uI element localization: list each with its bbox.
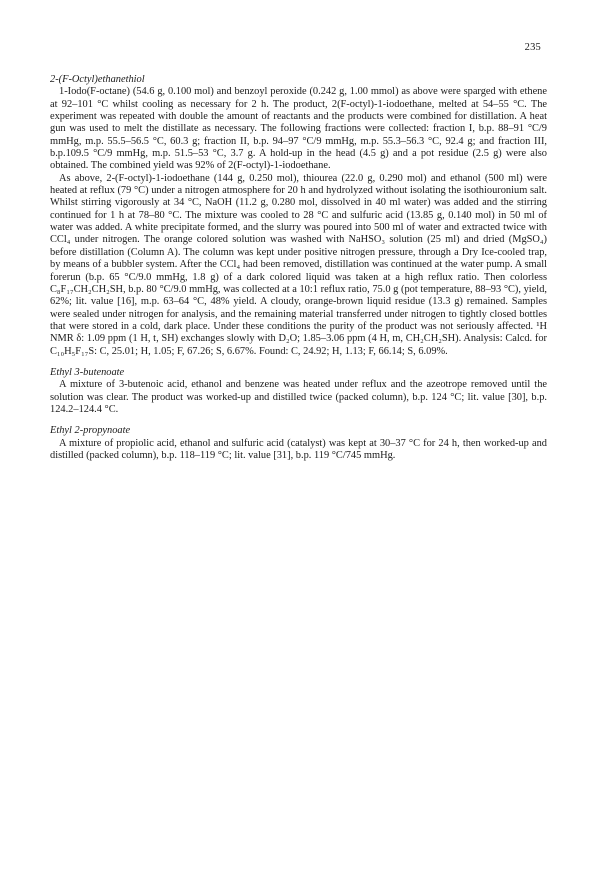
paragraph-iodoethane-synthesis: 1-Iodo(F-octane) (54.6 g, 0.100 mol) and benzoyl peroxide (0.242 g, 1.00 mmol) as above were sparged with ethene at 92–101 °C whilst cooling as necessary for 2 h. The product, 2(F-octyl)-1-iodoethane, melted at 54–55 °C. The experiment was repeated with double the amount of reactants and the products were combined for distillation. A heat gun was used to melt the distillate as necessary. The following fractions were collected: fraction I, b.p. 88–91 °C/9 mmHg, m.p. 55.5–56.5 °C, 60.3 g; fraction II, b.p. 94–97 °C/9 mmHg, m.p. 55.3–56.3 °C, 92.4 g; and fraction III, b.p.109.5 °C/9 mmHg, m.p. 51.5–53 °C, 3.7 g. A hold-up in the head (4.5 g) and a pot residue (2.5 g) were also obtained. The combined yield was 92% of 2(F-octyl)-1-iodoethane. [50,86,547,172]
paragraph-thiol-synthesis: As above, 2-(F-octyl)-1-iodoethane (144 g, 0.250 mol), thiourea (22.0 g, 0.290 mol) and ethanol (500 ml) were heated at reflux (79 °C) under a nitrogen atmosphere for 20 h and hydrolyzed without isolating the isothiouronium salt. Whilst stirring vigorously at 34 °C, NaOH (11.2 g, 0.280 mol, dissolved in 40 ml water) was added and the stirring continued for 1 h at 78–80 °C. The mixture was cooled to 28 °C and sulfuric acid (13.85 g, 0.140 mol) in 50 ml of water was added. A white precipitate formed, and the slurry was poured into 500 ml of water and extracted twice with CCl₄ under nitrogen. The orange colored solution was washed with NaHSO₃ solution (25 ml) and dried (MgSO₄) before distillation (Column A). The column was kept under positive nitrogen pressure, through a Dry Ice-cooled trap, by means of a bubbler system. After the CCl₄ had been removed, distillation was continued at the water pump. A small forerun (b.p. 65 °C/9.0 mmHg, 1.8 g) of a dark colored liquid was taken at a high reflux ratio. Then colorless C₈F₁₇CH₂CH₂SH, b.p. 80 °C/9.0 mmHg, was collected at a 10:1 reflux ratio, 75.0 g (pot temperature, 88–93 °C), yield, 62%; lit. value [16], m.p. 63–64 °C, 48% yield. A cloudy, orange-brown liquid residue (13.3 g) remained. Samples were sealed under nitrogen for analysis, and the remaining material transferred under nitrogen to tightly closed bottles that were stored in a cold, dark place. Under these conditions the purity of the product was not seriously affected. ¹H NMR δ: 1.09 ppm (1 H, t, SH) exchanges slowly with D₂O; 1.85–3.06 ppm (4 H, m, CH₂CH₂SH). Analysis: Calcd. for C₁₀H₅F₁₇S: C, 25.01; H, 1.05; F, 67.26; S, 6.67%. Found: C, 24.92; H, 1.13; F, 66.14; S, 6.09%. [50,172,547,357]
section-heading-octylethanethiol: 2-(F-Octyl)ethanethiol [50,74,145,85]
section-heading-ethyl-butenoate: Ethyl 3-butenoate [50,366,125,378]
section-spacer [50,358,547,367]
page-number: 235 [524,42,541,53]
section-heading-ethyl-propynoate: Ethyl 2-propynoate [50,425,131,437]
paragraph-ethyl-propynoate: A mixture of propiolic acid, ethanol and sulfuric acid (catalyst) was kept at 30–37 °C for 24 h, then worked-up and distilled (packed column), b.p. 118–119 °C; lit. value [31], b.p. 119 °C/745 mmHg. [50,437,547,461]
article-body [50,74,547,462]
paragraph-ethyl-butenoate: A mixture of 3-butenoic acid, ethanol and benzene was heated under reflux and the azeotrope removed until the solution was clear. The product was worked-up and distilled twice (packed column), b.p. 124 °C; lit. value [30], b.p. 124.2–124.4 °C. [50,379,547,415]
section-spacer [50,416,547,425]
